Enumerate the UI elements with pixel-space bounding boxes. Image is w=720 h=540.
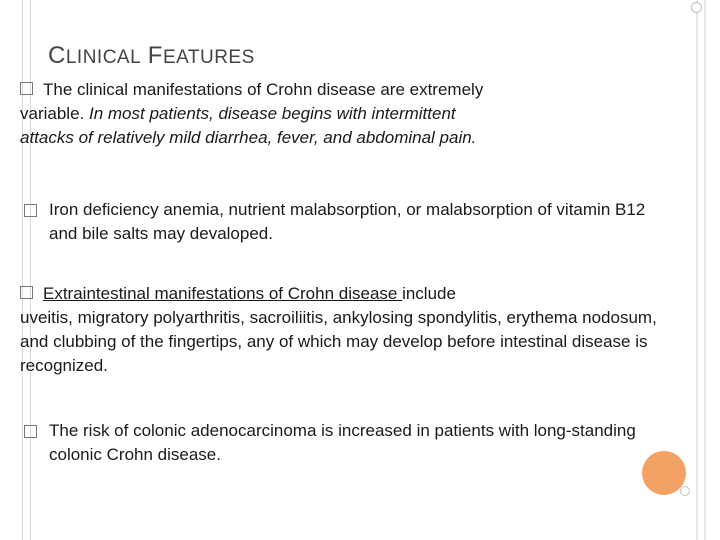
slide-title: [48, 42, 255, 70]
title-cap-2: F: [147, 42, 163, 69]
title-cap-1: C: [48, 42, 66, 69]
small-accent-circle: [680, 486, 690, 496]
bullet1-italic-text-2: attacks of relatively mild diarrhea, fever, and abdominal pain.: [20, 128, 477, 147]
bullet-square-icon: [20, 82, 33, 95]
bullet1-text-b: variable.: [20, 104, 85, 123]
bullet4-text: The risk of colonic adenocarcinoma is increased in patients with long-standing colonic Crohn disease.: [49, 421, 636, 464]
bullet1-italic-text: In most patients, disease begins with intermittent: [89, 104, 456, 123]
rail-line-1: [696, 0, 698, 540]
bullet1-text-a: The clinical manifestations of Crohn disease are extremely: [43, 80, 484, 99]
bullet-square-icon: [24, 425, 37, 438]
title-rest-1: LINICAL: [65, 47, 142, 68]
bullet2-text: Iron deficiency anemia, nutrient malabsorption, or malabsorption of vitamin B12 and bile salts may devaloped.: [49, 200, 646, 243]
title-rest-2: EATURES: [162, 47, 255, 68]
bullet3-text-2: uveitis, migratory polyarthritis, sacroiliitis, ankylosing spondylitis, erythema nodosum, and clubbing of the fingertips, any of which may develop before intestinal disease is recognized.: [20, 308, 657, 375]
bullet-paragraph-2: [24, 198, 664, 246]
bullet3-underlined-text: Extraintestinal manifestations of Crohn disease: [43, 284, 403, 303]
bullet-paragraph-3: [20, 282, 685, 378]
right-decor-rail: [696, 0, 710, 540]
bullet-square-icon: [24, 204, 37, 217]
rail-top-circle: [691, 2, 702, 13]
bullet-paragraph-1: [20, 78, 685, 150]
rail-line-2: [704, 0, 706, 540]
bullet-square-icon: [20, 286, 33, 299]
bullet3-text-1: include: [402, 284, 456, 303]
bullet-paragraph-4: [24, 419, 664, 467]
